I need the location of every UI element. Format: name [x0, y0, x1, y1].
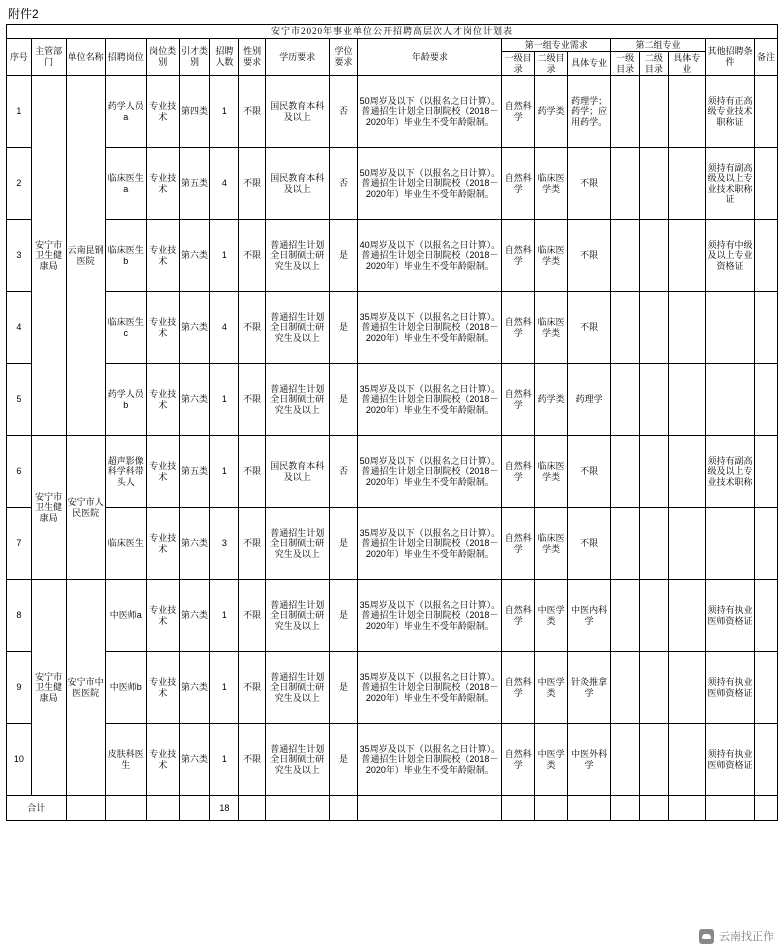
cell-unit: 安宁市中医医院	[66, 580, 105, 796]
cell-g2-level1	[611, 220, 640, 292]
total-spacer-unit	[66, 796, 105, 821]
cell-count: 4	[210, 292, 239, 364]
cell-other: 须持有副高级及以上专业技术职称	[705, 436, 754, 508]
cell-post-type: 专业技术	[146, 292, 179, 364]
cell-g1-level1: 自然科学	[502, 148, 535, 220]
page-title: 安宁市2020年事业单位公开招聘高层次人才岗位计划表	[7, 25, 778, 39]
cell-unit: 云南昆钢医院	[66, 76, 105, 436]
total-spacer-g2-l1	[611, 796, 640, 821]
table-row	[7, 148, 778, 220]
cell-g2-major	[668, 292, 705, 364]
table-row	[7, 292, 778, 364]
cell-degree: 是	[329, 364, 358, 436]
cell-dept: 安宁市卫生健康局	[31, 76, 66, 436]
cell-index: 8	[7, 580, 32, 652]
cell-other	[705, 364, 754, 436]
col-g1-level1: 一级目录	[502, 52, 535, 76]
cell-index: 4	[7, 292, 32, 364]
cell-education: 普通招生计划全日制硕士研究生及以上	[265, 580, 329, 652]
cell-other: 须持有执业医师资格证	[705, 652, 754, 724]
cell-talent-type: 第六类	[179, 508, 210, 580]
title-row	[7, 25, 778, 39]
cell-gender: 不限	[239, 292, 266, 364]
cell-count: 1	[210, 652, 239, 724]
cell-remark	[755, 76, 778, 148]
cell-post-type: 专业技术	[146, 580, 179, 652]
cell-degree: 是	[329, 652, 358, 724]
col-remark: 备注	[755, 38, 778, 76]
cell-g2-level2	[640, 436, 669, 508]
cell-talent-type: 第六类	[179, 580, 210, 652]
col-gender: 性别要求	[239, 38, 266, 76]
total-spacer-talent-type	[179, 796, 210, 821]
total-spacer-g1-l2	[535, 796, 568, 821]
cell-g2-level1	[611, 436, 640, 508]
cell-g1-major: 中医外科学	[568, 724, 611, 796]
table-row	[7, 220, 778, 292]
cell-g1-major: 不限	[568, 508, 611, 580]
cell-other	[705, 292, 754, 364]
cell-other: 须持有正高级专业技术职称证	[705, 76, 754, 148]
table-row	[7, 76, 778, 148]
col-unit: 单位名称	[66, 38, 105, 76]
total-spacer-education	[265, 796, 329, 821]
cell-gender: 不限	[239, 148, 266, 220]
total-spacer-post-type	[146, 796, 179, 821]
cell-age: 50周岁及以下（以报名之日计算）。普通招生计划全日制院校（2018－2020年）毕业生不受年龄限制。	[358, 436, 502, 508]
cell-gender: 不限	[239, 76, 266, 148]
cell-talent-type: 第四类	[179, 76, 210, 148]
cell-g1-level2: 中医学类	[535, 724, 568, 796]
cell-g2-level2	[640, 220, 669, 292]
cell-talent-type: 第六类	[179, 652, 210, 724]
col-post: 招聘岗位	[105, 38, 146, 76]
cell-index: 1	[7, 76, 32, 148]
cell-g2-major	[668, 508, 705, 580]
cell-degree: 否	[329, 436, 358, 508]
cell-g1-level2: 临床医学类	[535, 508, 568, 580]
col-count: 招聘人数	[210, 38, 239, 76]
col-g2-level1: 一级目录	[611, 52, 640, 76]
cell-g1-level2: 临床医学类	[535, 148, 568, 220]
cell-post-type: 专业技术	[146, 76, 179, 148]
cell-talent-type: 第六类	[179, 364, 210, 436]
table-row	[7, 724, 778, 796]
cell-degree: 是	[329, 724, 358, 796]
cell-gender: 不限	[239, 580, 266, 652]
cell-index: 10	[7, 724, 32, 796]
cell-degree: 是	[329, 580, 358, 652]
total-spacer-age	[358, 796, 502, 821]
cell-g2-major	[668, 580, 705, 652]
cell-g1-level1: 自然科学	[502, 292, 535, 364]
table-row	[7, 652, 778, 724]
col-talent-type: 引才类别	[179, 38, 210, 76]
cell-degree: 否	[329, 76, 358, 148]
cell-dept: 安宁市卫生健康局	[31, 436, 66, 580]
cell-g2-major	[668, 148, 705, 220]
cell-g1-major: 药理学	[568, 364, 611, 436]
cell-g2-major	[668, 364, 705, 436]
cell-age: 35周岁及以下（以报名之日计算）。普通招生计划全日制院校（2018－2020年）毕业生不受年龄限制。	[358, 652, 502, 724]
cell-age: 35周岁及以下（以报名之日计算）。普通招生计划全日制院校（2018－2020年）毕业生不受年龄限制。	[358, 508, 502, 580]
cell-age: 35周岁及以下（以报名之日计算）。普通招生计划全日制院校（2018－2020年）毕业生不受年龄限制。	[358, 724, 502, 796]
cell-g2-level2	[640, 580, 669, 652]
cell-g1-major: 不限	[568, 436, 611, 508]
cell-unit: 安宁市人民医院	[66, 436, 105, 580]
group-header-row	[7, 38, 778, 52]
cell-g2-level1	[611, 508, 640, 580]
group2-header: 第二组专业	[611, 38, 706, 52]
cell-education: 普通招生计划全日制硕士研究生及以上	[265, 220, 329, 292]
cell-post: 临床医生b	[105, 220, 146, 292]
cell-g1-level1: 自然科学	[502, 436, 535, 508]
cell-education: 普通招生计划全日制硕士研究生及以上	[265, 724, 329, 796]
cell-post-type: 专业技术	[146, 148, 179, 220]
col-degree: 学位要求	[329, 38, 358, 76]
cell-post: 药学人员a	[105, 76, 146, 148]
cell-g2-level1	[611, 652, 640, 724]
cell-other: 须持有执业医师资格证	[705, 580, 754, 652]
cell-education: 国民教育本科及以上	[265, 148, 329, 220]
cell-degree: 否	[329, 148, 358, 220]
cell-count: 1	[210, 580, 239, 652]
total-spacer-g1-major	[568, 796, 611, 821]
cell-remark	[755, 220, 778, 292]
table-row	[7, 364, 778, 436]
cell-count: 1	[210, 76, 239, 148]
cell-g2-level2	[640, 148, 669, 220]
cell-talent-type: 第六类	[179, 292, 210, 364]
col-g2-level2: 二级目录	[640, 52, 669, 76]
cell-g1-level1: 自然科学	[502, 724, 535, 796]
cell-g2-major	[668, 220, 705, 292]
col-post-type: 岗位类别	[146, 38, 179, 76]
cell-g2-major	[668, 652, 705, 724]
cell-g1-level2: 临床医学类	[535, 220, 568, 292]
total-spacer-g2-l2	[640, 796, 669, 821]
cell-post: 皮肤科医生	[105, 724, 146, 796]
cell-g2-level2	[640, 508, 669, 580]
cell-g2-level2	[640, 76, 669, 148]
col-g1-level2: 二级目录	[535, 52, 568, 76]
col-other: 其他招聘条件	[705, 38, 754, 76]
cell-post-type: 专业技术	[146, 436, 179, 508]
col-index: 序号	[7, 38, 32, 76]
cell-post: 药学人员b	[105, 364, 146, 436]
cell-gender: 不限	[239, 652, 266, 724]
total-spacer-degree	[329, 796, 358, 821]
cell-degree: 是	[329, 508, 358, 580]
cell-dept: 安宁市卫生健康局	[31, 580, 66, 796]
cell-index: 9	[7, 652, 32, 724]
cell-other: 须持有中级及以上专业资格证	[705, 220, 754, 292]
cell-post-type: 专业技术	[146, 364, 179, 436]
cell-gender: 不限	[239, 508, 266, 580]
cell-post: 临床医生a	[105, 148, 146, 220]
cell-g2-level2	[640, 724, 669, 796]
cell-age: 35周岁及以下（以报名之日计算）。普通招生计划全日制院校（2018－2020年）毕业生不受年龄限制。	[358, 364, 502, 436]
cell-education: 国民教育本科及以上	[265, 76, 329, 148]
cell-g1-level1: 自然科学	[502, 652, 535, 724]
total-row	[7, 796, 778, 821]
watermark	[699, 928, 774, 944]
cell-g1-level2: 中医学类	[535, 580, 568, 652]
cell-gender: 不限	[239, 220, 266, 292]
total-spacer-g1-l1	[502, 796, 535, 821]
cell-g1-level1: 自然科学	[502, 220, 535, 292]
cell-remark	[755, 652, 778, 724]
group1-header: 第一组专业需求	[502, 38, 611, 52]
total-label: 合计	[7, 796, 67, 821]
cell-education: 普通招生计划全日制硕士研究生及以上	[265, 364, 329, 436]
cell-g1-level2: 药学类	[535, 76, 568, 148]
col-g1-major: 具体专业	[568, 52, 611, 76]
cell-education: 普通招生计划全日制硕士研究生及以上	[265, 292, 329, 364]
cell-remark	[755, 364, 778, 436]
cell-post: 中医师a	[105, 580, 146, 652]
cell-g1-level1: 自然科学	[502, 364, 535, 436]
col-age: 年龄要求	[358, 38, 502, 76]
total-spacer-g2-major	[668, 796, 705, 821]
cell-g1-level1: 自然科学	[502, 580, 535, 652]
cell-gender: 不限	[239, 436, 266, 508]
cell-other: 须持有副高级及以上专业技术职称证	[705, 148, 754, 220]
cell-g2-level1	[611, 724, 640, 796]
cell-talent-type: 第五类	[179, 436, 210, 508]
table-row	[7, 508, 778, 580]
cell-talent-type: 第六类	[179, 220, 210, 292]
total-spacer-gender	[239, 796, 266, 821]
cell-g2-level1	[611, 292, 640, 364]
cell-post: 临床医生	[105, 508, 146, 580]
cell-index: 2	[7, 148, 32, 220]
cell-remark	[755, 148, 778, 220]
cell-g2-major	[668, 724, 705, 796]
cell-g2-level1	[611, 580, 640, 652]
col-dept: 主管部门	[31, 38, 66, 76]
cell-post-type: 专业技术	[146, 724, 179, 796]
cell-g2-level2	[640, 292, 669, 364]
cell-post: 中医师b	[105, 652, 146, 724]
cell-age: 50周岁及以下（以报名之日计算）。普通招生计划全日制院校（2018－2020年）毕业生不受年龄限制。	[358, 148, 502, 220]
cell-g1-level2: 中医学类	[535, 652, 568, 724]
cell-age: 40周岁及以下（以报名之日计算）。普通招生计划全日制院校（2018－2020年）毕业生不受年龄限制。	[358, 220, 502, 292]
cell-remark	[755, 724, 778, 796]
cell-g1-level1: 自然科学	[502, 76, 535, 148]
cell-remark	[755, 436, 778, 508]
cell-g2-major	[668, 76, 705, 148]
cell-g1-major: 中医内科学	[568, 580, 611, 652]
cell-degree: 是	[329, 292, 358, 364]
cell-post-type: 专业技术	[146, 652, 179, 724]
cell-age: 35周岁及以下（以报名之日计算）。普通招生计划全日制院校（2018－2020年）毕业生不受年龄限制。	[358, 580, 502, 652]
cell-g2-level1	[611, 364, 640, 436]
cell-education: 国民教育本科及以上	[265, 436, 329, 508]
cell-age: 50周岁及以下（以报名之日计算）。普通招生计划全日制院校（2018－2020年）毕业生不受年龄限制。	[358, 76, 502, 148]
watermark-text: 云南找正作	[719, 931, 774, 943]
cell-other	[705, 508, 754, 580]
cell-talent-type: 第六类	[179, 724, 210, 796]
cell-g2-level2	[640, 652, 669, 724]
attachment-label: 附件2	[8, 7, 39, 21]
col-education: 学历要求	[265, 38, 329, 76]
total-count: 18	[210, 796, 239, 821]
cell-remark	[755, 508, 778, 580]
cell-post: 临床医生c	[105, 292, 146, 364]
cell-talent-type: 第五类	[179, 148, 210, 220]
total-spacer-remark	[755, 796, 778, 821]
cell-g1-major: 不限	[568, 148, 611, 220]
recruitment-plan-table	[6, 24, 778, 821]
cell-index: 6	[7, 436, 32, 508]
cell-g2-level1	[611, 148, 640, 220]
cell-g1-major: 不限	[568, 220, 611, 292]
cell-g1-level2: 临床医学类	[535, 292, 568, 364]
cell-other: 须持有执业医师资格证	[705, 724, 754, 796]
cell-g1-major: 不限	[568, 292, 611, 364]
cell-count: 1	[210, 436, 239, 508]
cell-education: 普通招生计划全日制硕士研究生及以上	[265, 652, 329, 724]
cell-remark	[755, 580, 778, 652]
cell-count: 3	[210, 508, 239, 580]
cell-index: 7	[7, 508, 32, 580]
cell-g1-major: 药理学；药学；应用药学。	[568, 76, 611, 148]
cell-post: 超声影像科学科带头人	[105, 436, 146, 508]
cell-remark	[755, 292, 778, 364]
cell-age: 35周岁及以下（以报名之日计算）。普通招生计划全日制院校（2018－2020年）毕业生不受年龄限制。	[358, 292, 502, 364]
cell-gender: 不限	[239, 724, 266, 796]
cell-g2-level1	[611, 76, 640, 148]
cell-g1-level1: 自然科学	[502, 508, 535, 580]
cell-degree: 是	[329, 220, 358, 292]
cell-count: 1	[210, 724, 239, 796]
cell-index: 5	[7, 364, 32, 436]
cell-count: 4	[210, 148, 239, 220]
cell-post-type: 专业技术	[146, 508, 179, 580]
cell-gender: 不限	[239, 364, 266, 436]
cell-index: 3	[7, 220, 32, 292]
table-row	[7, 436, 778, 508]
cell-g2-major	[668, 436, 705, 508]
col-g2-major: 具体专业	[668, 52, 705, 76]
cell-g1-level2: 药学类	[535, 364, 568, 436]
total-spacer-other	[705, 796, 754, 821]
cell-count: 1	[210, 364, 239, 436]
total-spacer-post	[105, 796, 146, 821]
cell-g1-level2: 临床医学类	[535, 436, 568, 508]
cell-count: 1	[210, 220, 239, 292]
wechat-logo-icon	[699, 929, 714, 944]
cell-post-type: 专业技术	[146, 220, 179, 292]
cell-g2-level2	[640, 364, 669, 436]
cell-education: 普通招生计划全日制硕士研究生及以上	[265, 508, 329, 580]
table-row	[7, 580, 778, 652]
cell-g1-major: 针灸推拿学	[568, 652, 611, 724]
